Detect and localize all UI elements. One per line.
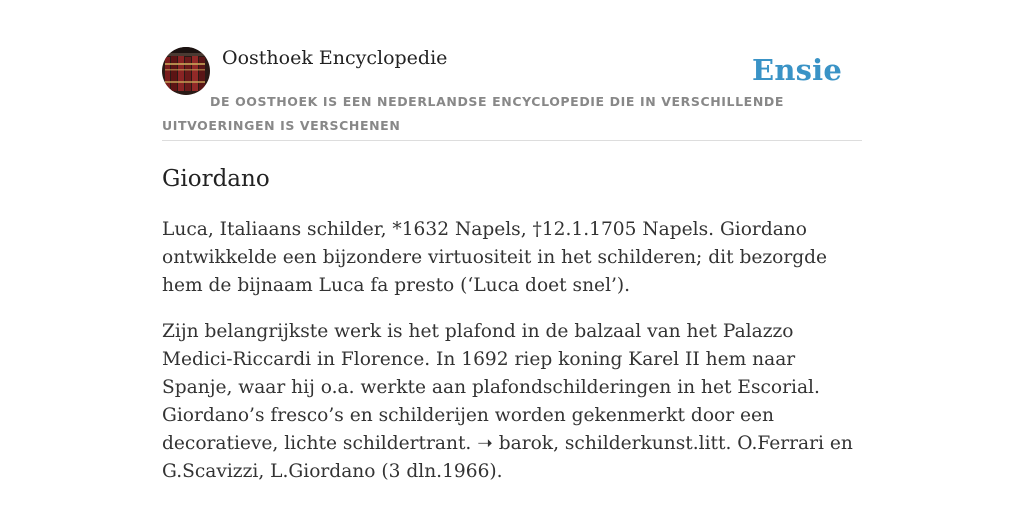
ensie-logo-link[interactable]: Ensie — [752, 53, 842, 87]
site-tagline: DE OOSTHOEK IS EEN NEDERLANDSE ENCYCLOPEDIE DIE IN VERSCHILLENDE UITVOERINGEN IS VERSCHENEN — [162, 94, 784, 133]
site-header — [162, 46, 862, 141]
encyclopedia-books-icon[interactable] — [162, 47, 210, 95]
entry-title: Giordano — [162, 166, 270, 192]
site-name[interactable]: Oosthoek Encyclopedie — [222, 47, 448, 69]
entry-body — [162, 216, 862, 504]
entry-paragraph: Zijn belangrijkste werk is het plafond in de balzaal van het Palazzo Medici-Riccardi in Florence. In 1692 riep koning Karel II hem naar Spanje, waar hij o.a. werkte aan plafondschilderingen in het Escorial. Giordano’s fresco’s en schilderijen worden gekenmerkt door een decoratieve, lichte schildertrant. ➝ barok, schilderkunst.litt. O.Ferrari en G.Scavizzi, L.Giordano (3 dln.1966). — [162, 321, 853, 482]
entry-paragraph: Luca, Italiaans schilder, *1632 Napels, †12.1.1705 Napels. Giordano ontwikkelde een bijzondere virtuositeit in het schilderen; dit bezorgde hem de bijnaam Luca fa presto (‘Luca doet snel’). — [162, 219, 828, 296]
